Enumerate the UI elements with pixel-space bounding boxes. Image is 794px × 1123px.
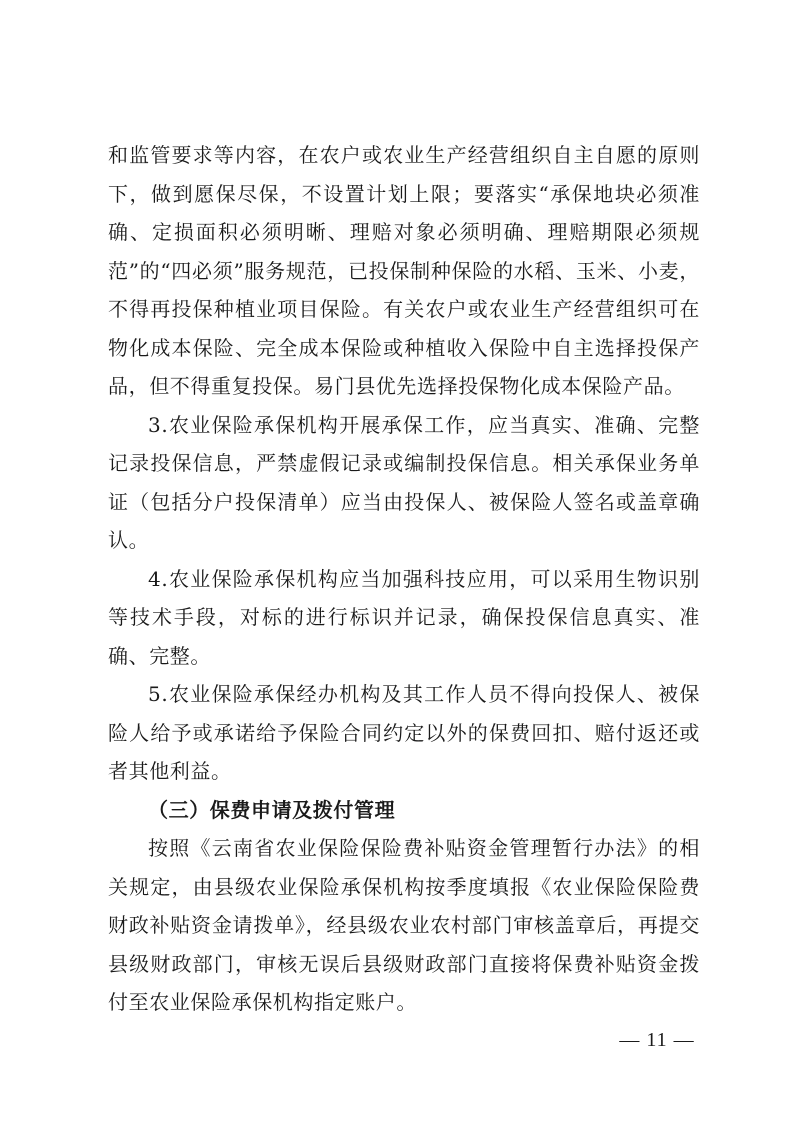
body-text: [108, 136, 700, 1022]
paragraph-continuation: 和监管要求等内容，在农户或农业生产经营组织自主自愿的原则下，做到愿保尽保，不设置计划上限；要落实“承保地块必须准确、定损面积必须明晰、理赔对象必须明确、理赔期限必须规范”的“四必须”服务规范，已投保制种保险的水稻、玉米、小麦，不得再投保种植业项目保险。有关农户或农业生产经营组织可在物化成本保险、完全成本保险或种植收入保险中自主选择投保产品，但不得重复投保。易门县优先选择投保物化成本保险产品。: [108, 143, 700, 398]
section-paragraph: 按照《云南省农业保险保险费补贴资金管理暂行办法》的相关规定，由县级农业保险承保机构按季度填报《农业保险保险费财政补贴资金请拨单》，经县级农业农村部门审核盖章后，再提交县级财政部门，审核无误后县级财政部门直接将保费补贴资金拨付至农业保险承保机构指定账户。: [108, 836, 700, 1014]
paragraph-item-5: 5.农业保险承保经办机构及其工作人员不得向投保人、被保险人给予或承诺给予保险合同约定以外的保费回扣、赔付返还或者其他利益。: [108, 682, 700, 783]
paragraph-item-3: 3.农业保险承保机构开展承保工作，应当真实、准确、完整记录投保信息，严禁虚假记录或编制投保信息。相关承保业务单证（包括分户投保清单）应当由投保人、被保险人签名或盖章确认。: [108, 412, 700, 552]
paragraph-item-4: 4.农业保险承保机构应当加强科技应用，可以采用生物识别等技术手段，对标的进行标识并记录，确保投保信息真实、准确、完整。: [108, 566, 700, 668]
page-number: — 11 —: [619, 1029, 695, 1051]
section-heading: （三）保费申请及拨付管理: [148, 797, 396, 822]
